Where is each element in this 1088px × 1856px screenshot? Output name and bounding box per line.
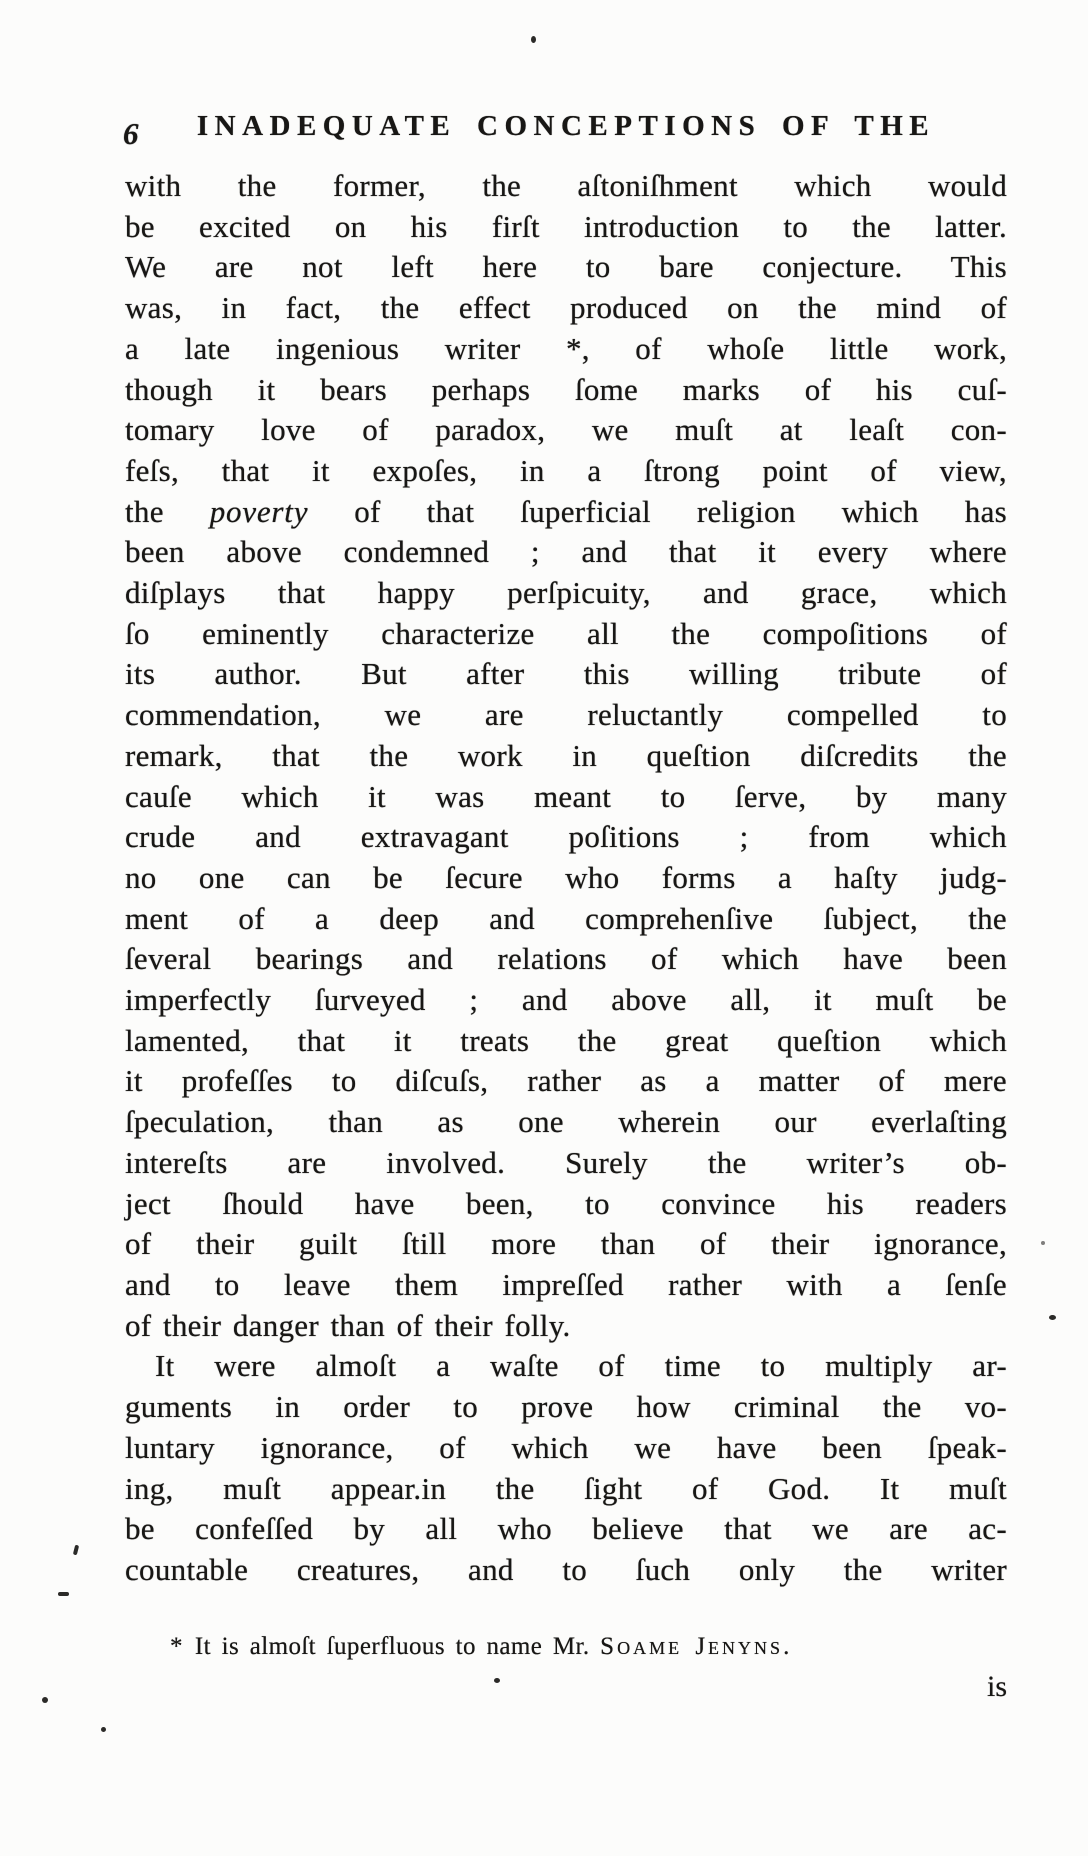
text-line: ſpeculation, than as one wherein our everlaſting — [125, 1104, 1007, 1140]
scan-speck — [42, 1697, 48, 1703]
text-line: lamented, that it treats the great queſtion which — [125, 1022, 1007, 1058]
text-line: diſplays that happy perſpicuity, and grace, which — [125, 575, 1007, 611]
text-line: intereſts are involved. Surely the writer’s ob- — [125, 1144, 1007, 1180]
scan-speck — [1049, 1315, 1056, 1320]
text-line: remark, that the work in queſtion diſcredits the — [125, 737, 1007, 773]
scan-speck — [1041, 1241, 1045, 1245]
page-header — [125, 110, 1007, 154]
text-line: no one can be ſecure who forms a haſty judg- — [125, 859, 1007, 895]
text-line: of their guilt ſtill more than of their ignorance, — [125, 1226, 1007, 1262]
text-line: ſo eminently characterize all the compoſitions of — [125, 615, 1007, 651]
footnote — [170, 1633, 1010, 1661]
text-line: the poverty of that ſuperficial religion which has — [125, 493, 1007, 529]
text-line: countable creatures, and to ſuch only the writer — [125, 1551, 1007, 1587]
text-line: ing, muſt appear.in the ſight of God. It muſt — [125, 1470, 1007, 1506]
text-line: its author. But after this willing tribute of — [125, 656, 1007, 692]
scan-speck — [531, 36, 536, 43]
text-line: though it bears perhaps ſome marks of his cuſ- — [125, 371, 1007, 407]
text-line: crude and extravagant poſitions ; from which — [125, 819, 1007, 855]
scan-speck — [101, 1727, 106, 1732]
text-line: tomary love of paradox, we muſt at leaſt con- — [125, 412, 1007, 448]
text-line: ject ſhould have been, to convince his readers — [125, 1185, 1007, 1221]
catchword: is — [986, 1670, 1007, 1703]
scan-speck — [73, 1545, 79, 1556]
text-line: been above condemned ; and that it every where — [125, 534, 1007, 570]
text-line: with the former, the aſtoniſhment which would — [125, 168, 1007, 203]
text-line: luntary ignorance, of which we have been ſpeak- — [125, 1429, 1007, 1465]
text-line: be excited on his firſt introduction to the latter. — [125, 208, 1007, 244]
text-line: cauſe which it was meant to ſerve, by many — [125, 778, 1007, 814]
text-line: ment of a deep and comprehenſive ſubject, the — [125, 900, 1007, 936]
text-line: ſeveral bearings and relations of which have been — [125, 941, 1007, 977]
text-line: imperfectly ſurveyed ; and above all, it muſt be — [125, 982, 1007, 1018]
text-line: guments in order to prove how criminal the vo- — [125, 1389, 1007, 1425]
footnote-text: It is almoſt ſuperfluous to name Mr. Soame Jenyns. — [194, 1633, 790, 1660]
text-line: it profeſſes to diſcuſs, rather as a matter of mere — [125, 1063, 1007, 1099]
footnote-asterisk-marker: * — [170, 1633, 183, 1660]
text-line: feſs, that it expoſes, in a ſtrong point of view, — [125, 452, 1007, 488]
text-line: was, in fact, the effect produced on the mind of — [125, 290, 1007, 326]
text-line: It were almoſt a waſte of time to multiply ar- — [155, 1348, 1007, 1384]
text-line: a late ingenious writer *, of whoſe little work, — [125, 330, 1007, 366]
text-line: We are not left here to bare conjecture. This — [125, 249, 1007, 285]
text-line: of their danger than of their folly. — [125, 1307, 571, 1343]
running-header: INADEQUATE CONCEPTIONS OF THE — [196, 110, 936, 142]
text-line: be confeſſed by all who believe that we are ac- — [125, 1511, 1007, 1547]
scan-speck — [58, 1592, 69, 1596]
text-line: and to leave them impreſſed rather with a ſenſe — [125, 1266, 1007, 1302]
page-number: 6 — [123, 116, 139, 151]
scan-speck — [494, 1678, 500, 1683]
page-body — [125, 166, 1007, 1591]
text-line: commendation, we are reluctantly compelled to — [125, 697, 1007, 733]
